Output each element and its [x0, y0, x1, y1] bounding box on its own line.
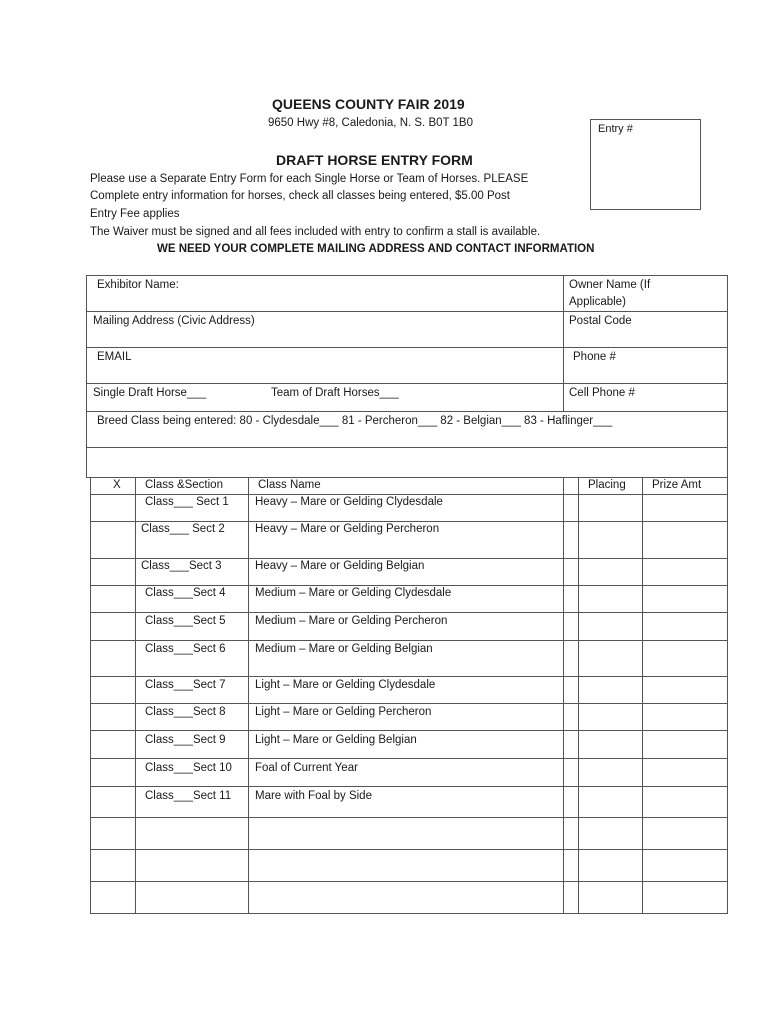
- row-5-section[interactable]: Class___Sect 5: [145, 615, 226, 627]
- entry-number-box[interactable]: [590, 119, 701, 210]
- row-11-section[interactable]: Class___Sect 11: [145, 790, 232, 802]
- header-class-name: Class Name: [258, 479, 321, 491]
- row-5-class-name: Medium – Mare or Gelding Percheron: [255, 615, 448, 627]
- email-field[interactable]: EMAIL: [97, 351, 132, 363]
- row-4-section[interactable]: Class___Sect 4: [145, 587, 226, 599]
- header-placing: Placing: [588, 479, 626, 491]
- row-6-class-name: Medium – Mare or Gelding Belgian: [255, 643, 433, 655]
- single-draft-option[interactable]: Single Draft Horse___: [93, 387, 207, 399]
- instructions-line-2: Complete entry information for horses, check all classes being entered, $5.00 Post: [90, 190, 510, 202]
- row-1-section[interactable]: Class___ Sect 1: [145, 496, 229, 508]
- fair-address: 9650 Hwy #8, Caledonia, N. S. B0T 1B0: [268, 117, 473, 129]
- header-class-section: Class &Section: [145, 479, 223, 491]
- row-9-section[interactable]: Class___Sect 9: [145, 734, 226, 746]
- entry-label: Entry #: [598, 123, 633, 135]
- postal-code-field[interactable]: Postal Code: [569, 315, 632, 327]
- team-draft-option[interactable]: Team of Draft Horses___: [271, 387, 399, 399]
- phone-field[interactable]: Phone #: [573, 351, 616, 363]
- fair-title: QUEENS COUNTY FAIR 2019: [272, 96, 465, 112]
- row-7-section[interactable]: Class___Sect 7: [145, 679, 226, 691]
- row-1-class-name: Heavy – Mare or Gelding Clydesdale: [255, 496, 443, 508]
- row-8-section[interactable]: Class___Sect 8: [145, 706, 226, 718]
- cell-phone-field[interactable]: Cell Phone #: [569, 387, 635, 399]
- owner-name-note: Applicable): [569, 296, 626, 308]
- row-6-section[interactable]: Class___Sect 6: [145, 643, 226, 655]
- row-2-section[interactable]: Class___ Sect 2: [141, 523, 225, 535]
- owner-name-field[interactable]: Owner Name (If: [569, 279, 651, 291]
- contact-notice: WE NEED YOUR COMPLETE MAILING ADDRESS AND CONTACT INFORMATION: [157, 243, 595, 255]
- form-title: DRAFT HORSE ENTRY FORM: [276, 152, 473, 168]
- row-10-class-name: Foal of Current Year: [255, 762, 358, 774]
- row-10-section[interactable]: Class___Sect 10: [145, 762, 232, 774]
- instructions-line-3: Entry Fee applies: [90, 208, 180, 220]
- instructions-line-4: The Waiver must be signed and all fees included with entry to confirm a stall is available.: [90, 226, 541, 238]
- row-4-class-name: Medium – Mare or Gelding Clydesdale: [255, 587, 452, 599]
- row-2-class-name: Heavy – Mare or Gelding Percheron: [255, 523, 440, 535]
- header-x: X: [113, 479, 121, 491]
- row-11-class-name: Mare with Foal by Side: [255, 790, 372, 802]
- row-8-class-name: Light – Mare or Gelding Percheron: [255, 706, 432, 718]
- row-3-class-name: Heavy – Mare or Gelding Belgian: [255, 560, 425, 572]
- row-3-section[interactable]: Class___Sect 3: [141, 560, 222, 572]
- row-9-class-name: Light – Mare or Gelding Belgian: [255, 734, 417, 746]
- row-7-class-name: Light – Mare or Gelding Clydesdale: [255, 679, 436, 691]
- instructions-line-1: Please use a Separate Entry Form for each Single Horse or Team of Horses. PLEASE: [90, 173, 529, 185]
- exhibitor-name-field[interactable]: Exhibitor Name:: [97, 279, 179, 291]
- mailing-address-field[interactable]: Mailing Address (Civic Address): [93, 315, 255, 327]
- breed-class-field[interactable]: Breed Class being entered: 80 - Clydesdale___ 81 - Percheron___ 82 - Belgian___ 83 - Haflinger___: [97, 415, 613, 427]
- header-prize-amt: Prize Amt: [652, 479, 702, 491]
